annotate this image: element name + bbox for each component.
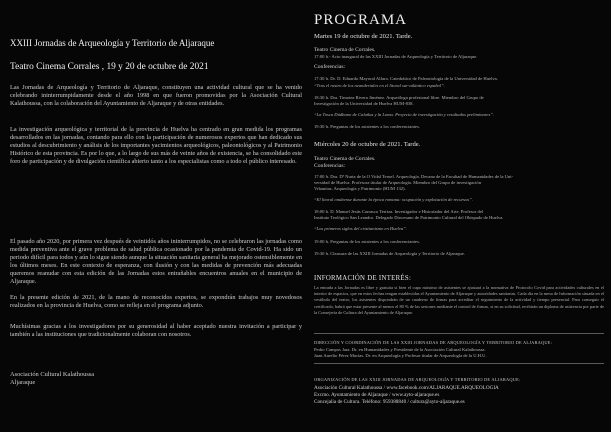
day2-venue: Teatro Cinema de Corrales. [314,156,376,162]
day1-talk1-title: “Tras el rastro de los neandertales en el litoral sur-atlántico español”. [314,83,445,88]
signature [10,371,94,387]
intro-paragraph-2: La investigación arqueológica y territorial de la provincia de Huelva ha centrado en gran medida los programas desarrollados en las jornadas, contando para ello con la participación de numerosos expertos que han dedicado sus estudios al descubrimiento y análisis de los importantes yacimientos arqueológicos, paleontológicos y al Patrimonio Histórico de esta provincia. Es por lo que, a lo largo de sus más de veinte años de existencia, se ha consolidado este foro de participación y de divulgación científica abierto tanto a los especialistas como a todo el público interesado. [10,126,302,165]
day1-talk2-title: “La Tosca Dúdbano de Calañas y la Loma. Proyecto de investigación y resultados preliminares”. [314,112,494,117]
intro-paragraph-1: Las Jornadas de Arqueología y Territorio de Aljaraque, constituyen una actividad cultural que se ha venido celebrando ininterrumpidamente desde el año 1998 en que fueron promovidas por la Asociación Cultural Kalathoussa, con la colaboración del Ayuntamiento de Aljaraque y de otras entidades. [10,84,302,107]
organization-line-1: Asociación Cultural Kalathoussa / www.facebook.com/ALJARAQUE.ARQUEOLOGIA [314,385,499,391]
day2-closing: 19:30 h. Clausura de las XXIII Jornadas de Arqueología y Territorio de Aljaraque. [314,251,465,256]
organization-line-2: Excmo. Ayuntamiento de Aljaraque / www.ayto-aljaraque.es [314,392,440,398]
organization-line-3: Concejalía de Cultura. Teléfono: 959388840 / cultura@ayto-aljaraque.es [314,399,465,405]
info-heading: INFORMACIÓN DE INTERÉS: [314,275,412,282]
day1-heading: Martes 19 de octubre de 2021. Tarde. [314,33,413,40]
day2-talk3-line2: versidad de Huelva. Profesora titular de Arqueología. Miembro del Grupo de investigación [314,180,481,185]
jornadas-title: XXIII Jornadas de Arqueología y Territorio de Aljaraque [10,38,215,48]
organization-heading: ORGANIZACIÓN DE LAS XXIII JORNADAS DE ARQUEOLOGÍA Y TERRITORIO DE ALJARAQUE: [314,377,521,382]
day2-questions: 19:00 h. Preguntas de los asistentes a los conferenciantes. [314,239,420,244]
day2-talk3-line1: 17:00 h. Dra. Dª Nuria de la O Vidal Teruel. Arqueología. Decana de la Facultad de Humanidades de la Uni- [314,174,514,179]
day2-talk4-title: “Los primeros siglos del cristianismo en Huelva”. [314,226,407,231]
day1-talk2-speaker: 18:30 h. Dra. Timotea Rivera Jiménez. Arqueóloga profesional libre. Miembro del Grupo de [314,95,484,100]
programa-heading: PROGRAMA [314,12,408,28]
day1-talk1-speaker: 17:30 h. Dr. D. Eduardo Mayoral Alfaro. Catedrático de Paleontología de la Universidad de Huelva. [314,76,498,81]
intro-paragraph-4: En la presente edición de 2021, de la mano de reconocidos expertos, se expondrán trabajos muy novedosos realizados en la provincia de Huelva, como se refleja en el programa adjunto. [10,294,302,309]
intro-paragraph-3: El pasado año 2020, por primera vez después de veintidós años ininterrumpidos, no se celebraron las jornadas como medida preventiva ante el grave problema de salud pública ocasionado por la pandemia de Covid-19. Ha sido un periodo difícil para todos y aún lo sigue siendo aunque la situación sanitaria general ha mejorado ostensiblemente en los últimos meses. En este contexto de esperanza, con ilusión y con las medidas de prevención más adecuadas queremos reanudar con esta edición de las Jornadas estos entrañables encuentros anuales en el municipio de Aljaraque. [10,238,302,285]
day2-talk4-line1: 18:00 h. D. Manuel Jesús Carrasco Terriza. Investigador e Historiador del Arte. Profesor del [314,209,484,214]
day2-talk3-title: “El litoral onubense durante la época romana: ocupación y explotación de recursos”. [314,197,473,202]
day1-venue: Teatro Cinema de Corrales. [314,47,376,53]
direction-heading: DIRECCIÓN Y COORDINACIÓN DE LAS XXIII JORNADAS DE ARQUEOLOGÍA Y TERRITORIO DE ALJARAQUE: [314,340,553,345]
left-column [10,0,302,432]
day1-opening: 17:00 h.- Acto inaugural de las XXIII Jornadas de Arqueología y Territorio de Aljaraque. [314,54,478,59]
day2-talk3-line3: Vrbanitas. Arqueología y Patrimonio (HUM 132). [314,186,406,191]
day1-talk2-speaker-b: Investigación de la Universidad de Huelva HUM-838. [314,101,414,106]
day2-heading: Miércoles 20 de octubre de 2021. Tarde. [314,141,421,148]
day1-questions: 19:30 h. Preguntas de los asistentes a los conferenciantes. [314,124,420,129]
signature-place: Aljaraque [10,378,36,386]
divider-bottom [314,363,604,364]
day2-conf-label: Conferencias: [314,163,346,169]
info-text: La entrada a las Jornadas es libre y gratuita si bien el cupo máximo de asistentes se ajustará a la normativa de Protocolo Covid para actividades culturales en el interior de espacios, que en estos fechas tengan establecidas el Ayuntamiento de Aljaraque y autoridades sanitarias. Cada día en la mesa de Información situada en el vestíbulo del teatro, los asistentes dispondrán de un cuaderno de firmas para acreditar el seguimiento de la actividad y tiempo presencial. Para conseguir el certificado, habrá que estar presente al menos el 80 % de las sesiones mediante el control de firmas, si en su solicitud, recibirán un diploma de asistencia por parte de la Consejería de Cultura del Ayuntamiento de Aljaraque. [314,285,604,315]
divider-top [314,333,604,334]
venue-dates: Teatro Cinema Corrales , 19 y 20 de octubre de 2021 [10,62,209,72]
intro-paragraph-5: Muchísimas gracias a los investigadores por su generosidad al haber aceptado nuestra invitación a participar y también a las instituciones que tradicionalmente colaboran con nosotros. [10,323,302,338]
day2-talk4-line2: Instituto Teológico San Leandro. Delegado Diocesano de Patrimonio Cultural del Obispado de Huelva. [314,215,504,220]
right-column [314,0,604,432]
signature-org: Asociación Cultural Kalathoussa [10,371,95,378]
direction-line-2: Juan Aurelio Pérez Macías. Dr. en Arqueología y Profesor titular de Arqueología de la U.H.U. [314,353,487,358]
direction-line-1: Pedro Campos Jara. Dr. en Humanidades y Presidente de la Asociación Cultural Kalathoussa. [314,347,486,352]
day1-conf-label: Conferencias: [314,64,346,70]
